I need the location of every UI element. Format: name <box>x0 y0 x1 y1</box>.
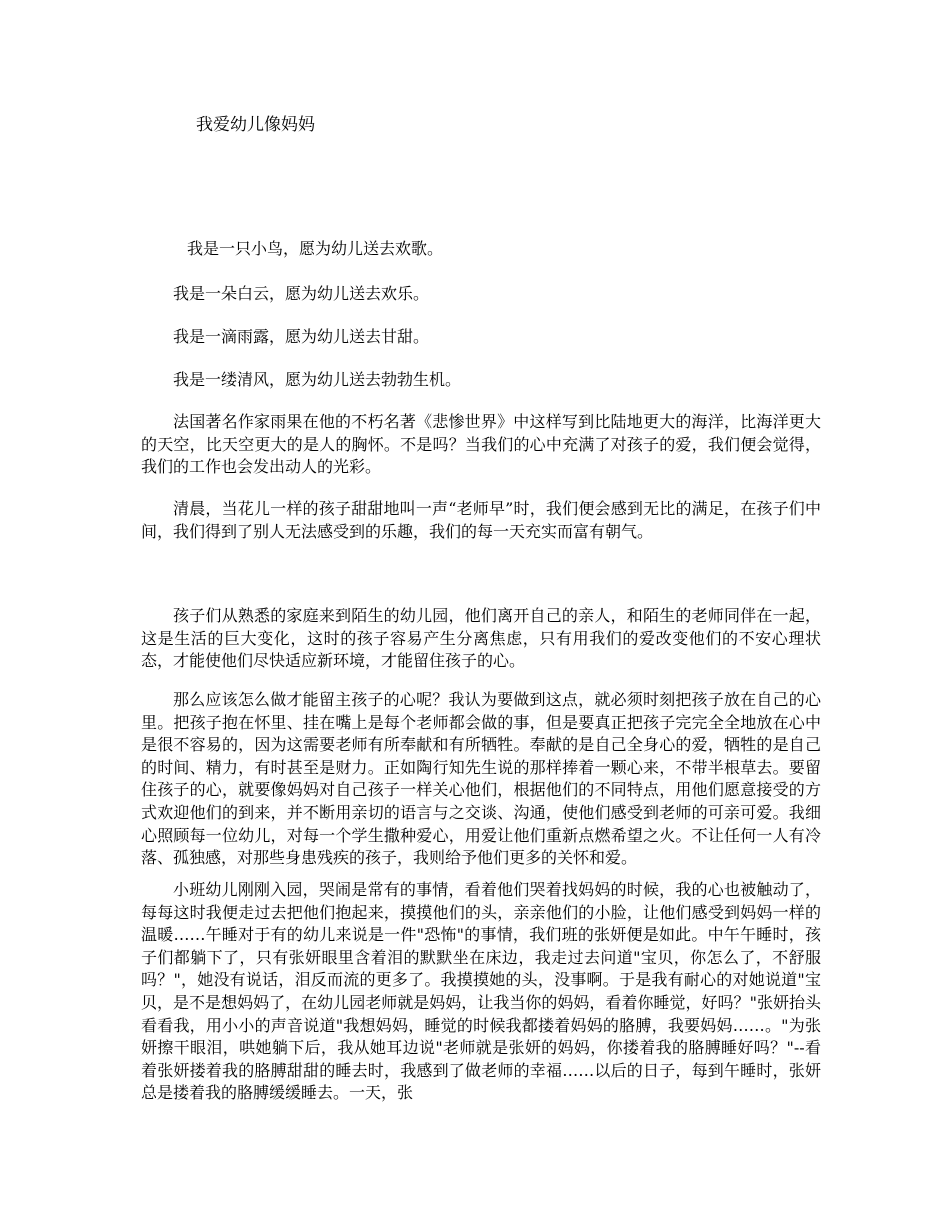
paragraph-breeze: 我是一缕清风，愿为幼儿送去勃勃生机。 <box>173 370 462 389</box>
paragraph-cloud: 我是一朵白云，愿为幼儿送去欢乐。 <box>173 284 430 303</box>
paragraph-morning: 清晨，当花儿一样的孩子甜甜地叫一声“老师早”时，我们便会感到无比的满足，在孩子们中间，我们得到了别人无法感受到的乐趣，我们的每一天充实而富有朝气。 <box>141 499 821 541</box>
paragraph-hugo: 法国著名作家雨果在他的不朽名著《悲惨世界》中这样写到比陆地更大的海洋，比海洋更大的天空，比天空更大的是人的胸怀。不是吗？当我们的心中充满了对孩子的爱，我们便会觉得，我们的工作也会发出动人的光彩。 <box>141 412 821 477</box>
paragraph-new-environment: 孩子们从熟悉的家庭来到陌生的幼儿园，他们离开自己的亲人，和陌生的老师同伴在一起，这是生活的巨大变化，这时的孩子容易产生分离焦虑，只有用我们的爱改变他们的不安心理状态，才能使他们尽快适应新环境，才能留住孩子的心。 <box>141 606 821 671</box>
paragraph-bird: 我是一只小鸟，愿为幼儿送去欢歌。 <box>187 239 444 258</box>
paragraph-dew: 我是一滴雨露，愿为幼儿送去甘甜。 <box>173 327 430 346</box>
paragraph-nap-story: 小班幼儿刚刚入园，哭闹是常有的事情，看着他们哭着找妈妈的时候，我的心也被触动了，每每这时我便走过去把他们抱起来，摸摸他们的头，亲亲他们的小脸，让他们感受到妈妈一样的温暖……午睡对于有的幼儿来说是一件"恐怖"的事情，我们班的张妍便是如此。中午午睡时，孩子们都躺下了，只有张妍眼里含着泪的默默坐在床边，我走过去问道"宝贝，你怎么了，不舒服吗？"，她没有说话，泪反而流的更多了。我摸摸她的头，没事啊。于是我有耐心的对她说道"宝贝，是不是想妈妈了，在幼儿园老师就是妈妈，让我当你的妈妈，看着你睡觉，好吗？"张妍抬头看看我，用小小的声音说道"我想妈妈，睡觉的时候我都搂着妈妈的胳膊，我要妈妈……。"为张妍擦干眼泪，哄她躺下后，我从她耳边说"老师就是张妍的妈妈，你搂着我的胳膊睡好吗？"--看着张妍搂着我的胳膊甜甜的睡去时，我感到了做老师的幸福……以后的日子，每到午睡时，张妍总是搂着我的胳膊缓缓睡去。一天，张 <box>141 880 821 1103</box>
paragraph-keep-heart: 那么应该怎么做才能留主孩子的心呢？我认为要做到这点，就必须时刻把孩子放在自己的心里。把孩子抱在怀里、挂在嘴上是每个老师都会做的事，但是要真正把孩子完完全全地放在心中是很不容易的，因为这需要老师有所奉献和有所牺牲。奉献的是自己全身心的爱，牺牲的是自己的时间、精力，有时甚至是财力。正如陶行知先生说的那样捧着一颗心来，不带半根草去。要留住孩子的心，就要像妈妈对自己孩子一样关心他们，根据他们的不同特点，用他们愿意接受的方式欢迎他们的到来，并不断用亲切的语言与之交谈、沟通，使他们感受到老师的可亲可爱。我细心照顾每一位幼儿，对每一个学生撒种爱心，用爱让他们重新点燃希望之火。不让任何一人有冷落、孤独感，对那些身患残疾的孩子，我则给予他们更多的关怀和爱。 <box>141 690 821 868</box>
document-title: 我爱幼儿像妈妈 <box>196 115 315 135</box>
